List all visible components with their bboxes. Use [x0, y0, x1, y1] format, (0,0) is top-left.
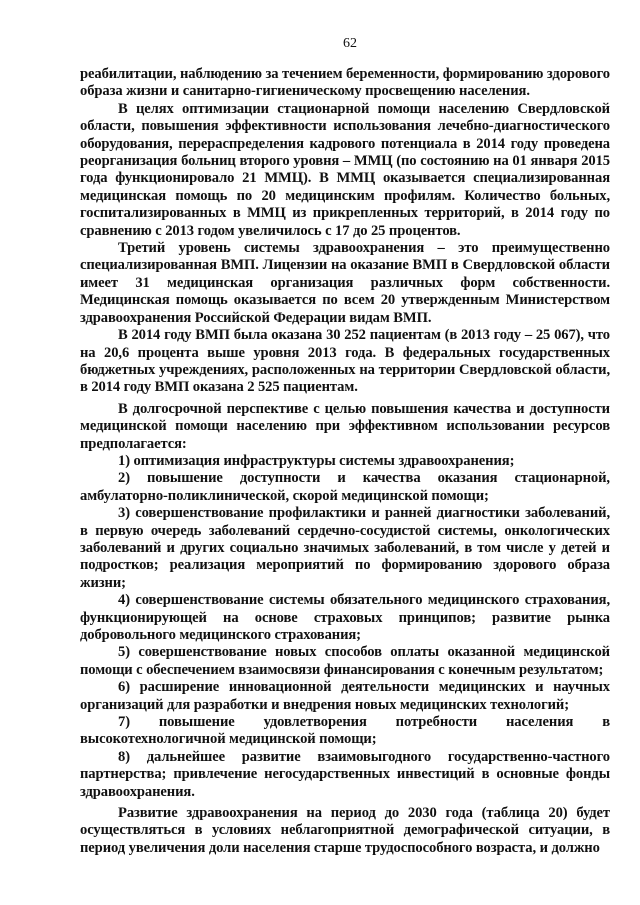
list-item-3: 3) совершенствование профилактики и ранней диагностики заболеваний, в первую очередь заболеваний сердечно-сосудистой системы, онкологических заболеваний и других социально значимых заболеваний, в том числе у детей и подростков; реализация мероприятий по формированию здорового образа жизни;	[80, 505, 610, 591]
list-item-7: 7) повышение удовлетворения потребности населения в высокотехнологичной медицинской помощи;	[80, 714, 610, 748]
document-body	[80, 66, 610, 857]
paragraph-inpatient-optimization: В целях оптимизации стационарной помощи населению Свердловской области, повышения эффективности использования лечебно-диагностического оборудования, перераспределения кадрового потенциала в 2014 году проведена реорганизация больниц второго уровня – ММЦ (по состоянию на 01 января 2015 года функционировало 21 ММЦ). В ММЦ оказывается специализированная медицинская помощь по 20 медицинским профилям. Количество больных, госпитализированных в ММЦ из прикрепленных территорий, в 2014 году по сравнению с 2013 годом увеличилось с 17 до 25 процентов.	[80, 100, 610, 239]
paragraph-third-level: Третий уровень системы здравоохранения – это преимущественно специализированная ВМП. Лицензии на оказание ВМП в Свердловской области имеет 31 медицинская организация различных форм собственности. Медицинская помощь оказывается по всем 20 утвержденным Министерством здравоохранения Российской Федерации видам ВМП.	[80, 240, 610, 326]
list-item-2: 2) повышение доступности и качества оказания стационарной, амбулаторно-поликлинической, скорой медицинской помощи;	[80, 470, 610, 504]
list-item-6: 6) расширение инновационной деятельности медицинских и научных организаций для разработки и внедрения новых медицинских технологий;	[80, 679, 610, 713]
list-item-1: 1) оптимизация инфраструктуры системы здравоохранения;	[118, 452, 515, 469]
paragraph-2030-development: Развитие здравоохранения на период до 2030 года (таблица 20) будет осуществляться в условиях неблагоприятной демографической ситуации, в период увеличения доли населения старше трудоспособного возраста, и должно	[80, 805, 610, 856]
paragraph-long-term-intro: В долгосрочной перспективе с целью повышения качества и доступности медицинской помощи населению при эффективном использовании ресурсов предполагается:	[80, 400, 610, 452]
paragraph-continuation: реабилитации, наблюдению за течением беременности, формированию здорового образа жизни и санитарно-гигиеническому просвещению населения.	[80, 66, 610, 100]
list-item-8: 8) дальнейшее развитие взаимовыгодного государственно-частного партнерства; привлечение негосударственных инвестиций в основные фонды здравоохранения.	[80, 748, 610, 800]
list-item-5: 5) совершенствование новых способов оплаты оказанной медицинской помощи с обеспечением взаимосвязи финансирования с конечным результатом;	[80, 644, 610, 678]
paragraph-hitech-2014: В 2014 году ВМП была оказана 30 252 пациентам (в 2013 году – 25 067), что на 20,6 процента выше уровня 2013 года. В федеральных государственных бюджетных учреждениях, расположенных на территории Свердловской области, в 2014 году ВМП оказана 2 525 пациентам.	[80, 327, 610, 396]
page-number: 62	[343, 36, 357, 51]
list-item-4: 4) совершенствование системы обязательного медицинского страхования, функционирующей на основе страховых принципов; развитие рынка добровольного медицинского страхования;	[80, 592, 610, 643]
